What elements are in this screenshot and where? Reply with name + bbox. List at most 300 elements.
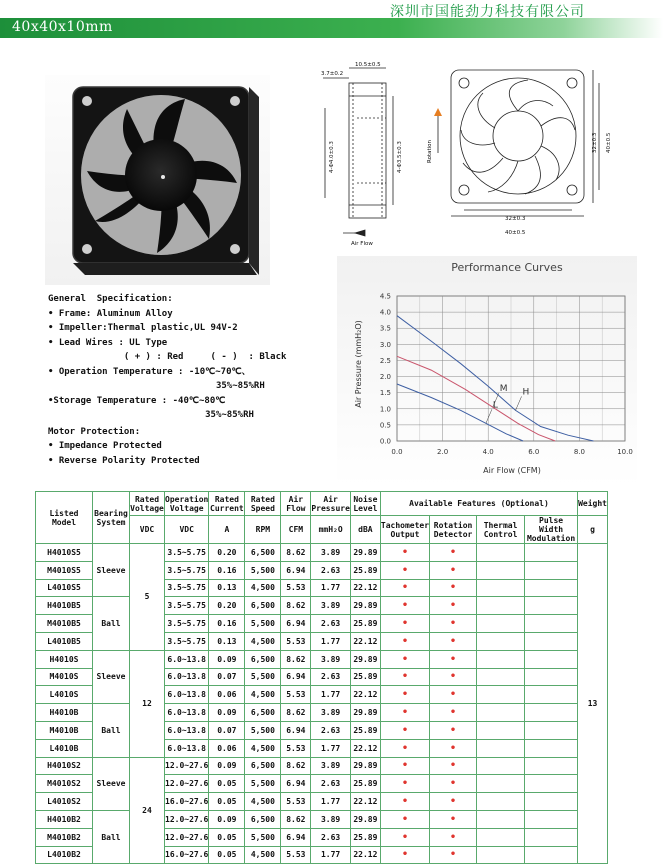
front-inner-h: 32±0.3 <box>592 132 598 153</box>
table-body <box>36 544 608 864</box>
cell-pwm <box>525 579 578 597</box>
cell-air-flow: 6.94 <box>281 828 311 846</box>
y-tick-label: 4.5 <box>379 292 391 301</box>
cell-air-flow: 8.62 <box>281 650 311 668</box>
header-model: Listed Model <box>36 492 93 544</box>
cell-rotation-dot: • <box>430 561 477 579</box>
cell-tach-dot: • <box>380 632 429 650</box>
cell-speed: 6,500 <box>245 810 281 828</box>
cell-air-flow: 8.62 <box>281 704 311 722</box>
header-speed: Rated Speed <box>245 492 281 516</box>
cell-air-pressure: 3.89 <box>311 544 351 562</box>
cell-speed: 6,500 <box>245 757 281 775</box>
x-tick-label: 4.0 <box>482 448 494 456</box>
cell-rotation-dot: • <box>430 793 477 811</box>
cell-pwm <box>525 846 578 864</box>
cell-noise: 29.89 <box>350 704 380 722</box>
cell-op-voltage: 3.5~5.75 <box>165 579 209 597</box>
fan-hub <box>125 139 197 211</box>
cell-model: H4010B5 <box>36 597 93 615</box>
cell-tach-dot: • <box>380 561 429 579</box>
air-flow-label: Air Flow <box>351 241 373 247</box>
table-row <box>36 757 608 775</box>
series-line-m <box>397 356 555 441</box>
header-bearing: Bearing System <box>93 492 130 544</box>
cell-rated-voltage: 24 <box>130 757 165 864</box>
cell-thermal <box>477 561 525 579</box>
cell-speed: 4,500 <box>245 793 281 811</box>
cell-op-voltage: 3.5~5.75 <box>165 597 209 615</box>
cell-tach-dot: • <box>380 810 429 828</box>
cell-op-voltage: 6.0~13.8 <box>165 686 209 704</box>
cell-op-voltage: 6.0~13.8 <box>165 704 209 722</box>
cell-air-pressure: 1.77 <box>311 739 351 757</box>
cell-tach-dot: • <box>380 775 429 793</box>
unit-rated-voltage: VDC <box>130 516 165 544</box>
cell-speed: 5,500 <box>245 828 281 846</box>
cell-noise: 22.12 <box>350 632 380 650</box>
cell-current: 0.09 <box>209 650 245 668</box>
cell-rotation-dot: • <box>430 597 477 615</box>
company-name: 深圳市国能劲力科技有限公司 <box>390 4 585 20</box>
cell-current: 0.16 <box>209 561 245 579</box>
cell-thermal <box>477 721 525 739</box>
table-row <box>36 704 608 722</box>
spec-op-hum: 35%~85%RH <box>48 381 265 391</box>
cell-speed: 5,500 <box>245 668 281 686</box>
unit-rotation: Rotation Detector <box>430 516 477 544</box>
unit-speed: RPM <box>245 516 281 544</box>
header-rated-voltage: Rated Voltage <box>130 492 165 516</box>
cell-noise: 22.12 <box>350 579 380 597</box>
chart-ticks <box>380 293 633 457</box>
x-tick-label: 0.0 <box>391 448 403 456</box>
y-tick-label: 3.5 <box>379 324 391 333</box>
cell-pwm <box>525 650 578 668</box>
cell-speed: 4,500 <box>245 632 281 650</box>
cell-op-voltage: 6.0~13.8 <box>165 650 209 668</box>
cell-rotation-dot: • <box>430 650 477 668</box>
cell-air-pressure: 2.63 <box>311 615 351 633</box>
front-inner-w: 32±0.3 <box>505 216 526 222</box>
cell-tach-dot: • <box>380 793 429 811</box>
y-tick-label: 3.0 <box>379 340 391 349</box>
series-line-h <box>397 316 594 441</box>
spec-impeller: • Impeller:Thermal plastic,UL 94V-2 <box>48 323 238 333</box>
cell-model: H4010B <box>36 704 93 722</box>
unit-air-pressure: mmH₂O <box>311 516 351 544</box>
cell-tach-dot: • <box>380 757 429 775</box>
cell-air-flow: 5.53 <box>281 793 311 811</box>
table-row <box>36 810 608 828</box>
spec-storage-temp: •Storage Temperature : -40℃~80℃ <box>48 395 226 406</box>
cell-air-pressure: 2.63 <box>311 561 351 579</box>
unit-noise: dBA <box>350 516 380 544</box>
cell-model: M4010S5 <box>36 561 93 579</box>
header-current: Rated Current <box>209 492 245 516</box>
cell-rotation-dot: • <box>430 810 477 828</box>
spec-storage-hum: 35%~85%RH <box>48 410 254 420</box>
cell-noise: 25.89 <box>350 615 380 633</box>
unit-current: A <box>209 516 245 544</box>
cell-pwm <box>525 721 578 739</box>
cell-tach-dot: • <box>380 739 429 757</box>
cell-rotation-dot: • <box>430 704 477 722</box>
cell-tach-dot: • <box>380 721 429 739</box>
cell-noise: 22.12 <box>350 846 380 864</box>
header-features: Available Features (Optional) <box>380 492 577 516</box>
fan-photo <box>45 75 270 285</box>
cell-thermal <box>477 597 525 615</box>
cell-air-flow: 8.62 <box>281 544 311 562</box>
cell-model: M4010B2 <box>36 828 93 846</box>
cell-noise: 29.89 <box>350 544 380 562</box>
cell-op-voltage: 3.5~5.75 <box>165 561 209 579</box>
general-specification <box>48 292 348 468</box>
header-weight: Weight <box>578 492 608 516</box>
cell-thermal <box>477 846 525 864</box>
cell-air-pressure: 3.89 <box>311 810 351 828</box>
cell-model: L4010B <box>36 739 93 757</box>
cell-model: M4010S <box>36 668 93 686</box>
cell-pwm <box>525 561 578 579</box>
cell-noise: 25.89 <box>350 561 380 579</box>
cell-rated-voltage: 12 <box>130 650 165 757</box>
cell-tach-dot: • <box>380 668 429 686</box>
cell-rotation-dot: • <box>430 579 477 597</box>
cell-current: 0.16 <box>209 615 245 633</box>
drawing-svg <box>313 58 623 253</box>
cell-noise: 29.89 <box>350 810 380 828</box>
spec-frame: • Frame: Aluminum Alloy <box>48 308 173 319</box>
series-leader-h <box>516 396 522 410</box>
chart-title: Performance Curves <box>451 261 563 274</box>
cell-pwm <box>525 775 578 793</box>
cell-op-voltage: 12.0~27.6 <box>165 775 209 793</box>
cell-op-voltage: 6.0~13.8 <box>165 721 209 739</box>
cell-speed: 5,500 <box>245 615 281 633</box>
unit-air-flow: CFM <box>281 516 311 544</box>
cell-thermal <box>477 650 525 668</box>
cell-rotation-dot: • <box>430 721 477 739</box>
cell-rotation-dot: • <box>430 828 477 846</box>
cell-model: L4010B2 <box>36 846 93 864</box>
side-dim: 3.7±0.2 <box>321 71 344 77</box>
cell-speed: 4,500 <box>245 579 281 597</box>
cell-rotation-dot: • <box>430 615 477 633</box>
cell-current: 0.13 <box>209 579 245 597</box>
cell-model: L4010S5 <box>36 579 93 597</box>
cell-model: H4010S5 <box>36 544 93 562</box>
header-noise: Noise Level <box>350 492 380 516</box>
fan-illustration <box>45 75 270 285</box>
unit-pwm: Pulse Width Modulation <box>525 516 578 544</box>
cell-pwm <box>525 739 578 757</box>
y-axis-label: Air Pressure (mmH₂O) <box>354 320 363 408</box>
cell-noise: 29.89 <box>350 597 380 615</box>
unit-thermal: Thermal Control <box>477 516 525 544</box>
cell-bearing: Sleeve <box>93 650 130 703</box>
fan-bottom-edge <box>73 263 257 275</box>
cell-model: L4010S2 <box>36 793 93 811</box>
cell-pwm <box>525 828 578 846</box>
cell-noise: 25.89 <box>350 668 380 686</box>
cell-model: M4010B5 <box>36 615 93 633</box>
header-air-pressure: Air Pressure <box>311 492 351 516</box>
cell-model: H4010S2 <box>36 757 93 775</box>
cell-tach-dot: • <box>380 579 429 597</box>
cell-rotation-dot: • <box>430 757 477 775</box>
cell-thermal <box>477 828 525 846</box>
cell-speed: 6,500 <box>245 544 281 562</box>
cell-noise: 22.12 <box>350 739 380 757</box>
y-tick-label: 2.0 <box>379 373 391 382</box>
cell-rotation-dot: • <box>430 775 477 793</box>
cell-current: 0.07 <box>209 721 245 739</box>
cell-noise: 25.89 <box>350 721 380 739</box>
cell-air-pressure: 3.89 <box>311 704 351 722</box>
cell-air-flow: 6.94 <box>281 561 311 579</box>
cell-air-flow: 8.62 <box>281 810 311 828</box>
cell-rotation-dot: • <box>430 686 477 704</box>
cell-thermal <box>477 757 525 775</box>
cell-air-pressure: 3.89 <box>311 650 351 668</box>
table-row <box>36 597 608 615</box>
cell-air-flow: 6.94 <box>281 775 311 793</box>
cell-air-pressure: 1.77 <box>311 846 351 864</box>
cell-thermal <box>477 810 525 828</box>
cell-bearing: Sleeve <box>93 544 130 597</box>
cell-speed: 4,500 <box>245 686 281 704</box>
cell-op-voltage: 12.0~27.6 <box>165 828 209 846</box>
cell-rotation-dot: • <box>430 739 477 757</box>
spec-polarity: • Reverse Polarity Protected <box>48 455 200 466</box>
front-view <box>451 70 599 216</box>
cell-tach-dot: • <box>380 686 429 704</box>
cell-bearing: Ball <box>93 597 130 650</box>
cell-current: 0.09 <box>209 704 245 722</box>
unit-tach: Tachometer Output <box>380 516 429 544</box>
unit-weight: g <box>578 516 608 544</box>
series-leader-l <box>486 409 492 423</box>
spec-table <box>35 491 608 864</box>
cell-current: 0.05 <box>209 793 245 811</box>
cell-rated-voltage: 5 <box>130 544 165 651</box>
cell-air-pressure: 2.63 <box>311 721 351 739</box>
performance-chart <box>337 256 637 486</box>
spec-op-temp: • Operation Temperature : -10℃~70℃、 <box>48 366 251 377</box>
y-tick-label: 0.5 <box>379 421 391 430</box>
cell-thermal <box>477 579 525 597</box>
cell-pwm <box>525 757 578 775</box>
y-tick-label: 4.0 <box>379 308 391 317</box>
cell-bearing: Ball <box>93 704 130 757</box>
series-label-h: H <box>522 387 530 398</box>
cell-tach-dot: • <box>380 846 429 864</box>
cell-thermal <box>477 775 525 793</box>
cell-rotation-dot: • <box>430 846 477 864</box>
cell-speed: 6,500 <box>245 704 281 722</box>
cell-air-pressure: 2.63 <box>311 828 351 846</box>
x-tick-label: 2.0 <box>437 448 449 456</box>
top-dim: 10.5±0.5 <box>355 62 381 68</box>
table-row <box>36 544 608 562</box>
cell-pwm <box>525 597 578 615</box>
cell-air-pressure: 2.63 <box>311 668 351 686</box>
cell-pwm <box>525 686 578 704</box>
cell-speed: 6,500 <box>245 597 281 615</box>
unit-op-voltage: VDC <box>165 516 209 544</box>
cell-tach-dot: • <box>380 704 429 722</box>
cell-air-flow: 6.94 <box>281 615 311 633</box>
cell-pwm <box>525 632 578 650</box>
rotation-label: Rotation <box>427 139 433 163</box>
cell-thermal <box>477 615 525 633</box>
y-tick-label: 2.5 <box>379 356 391 365</box>
cell-air-flow: 6.94 <box>281 668 311 686</box>
size-label: 40x40x10mm <box>12 19 113 35</box>
cell-current: 0.20 <box>209 597 245 615</box>
cell-speed: 4,500 <box>245 846 281 864</box>
cell-pwm <box>525 793 578 811</box>
cell-air-pressure: 2.63 <box>311 775 351 793</box>
cell-air-pressure: 1.77 <box>311 793 351 811</box>
cell-op-voltage: 3.5~5.75 <box>165 544 209 562</box>
cell-current: 0.05 <box>209 828 245 846</box>
cell-op-voltage: 6.0~13.8 <box>165 668 209 686</box>
cell-op-voltage: 3.5~5.75 <box>165 632 209 650</box>
cell-bearing: Ball <box>93 810 130 863</box>
cell-op-voltage: 3.5~5.75 <box>165 615 209 633</box>
cell-tach-dot: • <box>380 597 429 615</box>
hole-dim-left: 4-Φ4.0±0.3 <box>329 141 335 173</box>
cell-air-flow: 8.62 <box>281 597 311 615</box>
cell-speed: 5,500 <box>245 721 281 739</box>
cell-thermal <box>477 668 525 686</box>
cell-thermal <box>477 704 525 722</box>
front-outer-w: 40±0.5 <box>505 230 526 236</box>
cell-op-voltage: 16.0~27.6 <box>165 846 209 864</box>
cell-current: 0.06 <box>209 739 245 757</box>
cell-noise: 29.89 <box>350 757 380 775</box>
x-tick-label: 10.0 <box>617 448 633 456</box>
cell-op-voltage: 16.0~27.6 <box>165 793 209 811</box>
cell-current: 0.09 <box>209 810 245 828</box>
cell-tach-dot: • <box>380 615 429 633</box>
y-tick-label: 1.0 <box>379 405 391 414</box>
cell-model: M4010S2 <box>36 775 93 793</box>
header-bar <box>0 0 663 38</box>
cell-noise: 22.12 <box>350 793 380 811</box>
cell-model: L4010S <box>36 686 93 704</box>
cell-current: 0.07 <box>209 668 245 686</box>
cell-current: 0.05 <box>209 846 245 864</box>
cell-thermal <box>477 793 525 811</box>
cell-current: 0.06 <box>209 686 245 704</box>
cell-current: 0.05 <box>209 775 245 793</box>
cell-bearing: Sleeve <box>93 757 130 810</box>
cell-air-pressure: 3.89 <box>311 757 351 775</box>
cell-tach-dot: • <box>380 828 429 846</box>
cell-pwm <box>525 615 578 633</box>
cell-current: 0.20 <box>209 544 245 562</box>
cell-rotation-dot: • <box>430 544 477 562</box>
x-tick-label: 6.0 <box>528 448 540 456</box>
cell-speed: 4,500 <box>245 739 281 757</box>
cell-speed: 5,500 <box>245 561 281 579</box>
y-tick-label: 0.0 <box>379 437 391 446</box>
motor-title: Motor Protection: <box>48 426 141 437</box>
cell-air-flow: 8.62 <box>281 757 311 775</box>
cell-current: 0.09 <box>209 757 245 775</box>
spec-lead: • Lead Wires : UL Type <box>48 337 168 348</box>
front-outer-h: 40±0.5 <box>606 132 612 153</box>
cell-pwm <box>525 668 578 686</box>
cell-noise: 29.89 <box>350 650 380 668</box>
cell-current: 0.13 <box>209 632 245 650</box>
spec-lead-colors: ( + ) : Red ( - ) : Black <box>48 352 287 362</box>
cell-speed: 5,500 <box>245 775 281 793</box>
technical-drawings <box>313 58 623 253</box>
rotation-arrow <box>434 108 442 153</box>
cell-air-flow: 5.53 <box>281 579 311 597</box>
chart-series <box>397 316 594 441</box>
spec-title: General Specification: <box>48 294 173 304</box>
series-label-l: L <box>492 400 498 411</box>
header-op-voltage: Operation Voltage <box>165 492 209 516</box>
cell-air-flow: 5.53 <box>281 739 311 757</box>
cell-noise: 22.12 <box>350 686 380 704</box>
x-axis-label: Air Flow (CFM) <box>483 466 541 475</box>
cell-rotation-dot: • <box>430 632 477 650</box>
cell-thermal <box>477 739 525 757</box>
cell-thermal <box>477 544 525 562</box>
fan-side-edge <box>249 87 259 275</box>
cell-weight: 13 <box>578 544 608 864</box>
cell-noise: 25.89 <box>350 775 380 793</box>
cell-tach-dot: • <box>380 544 429 562</box>
cell-op-voltage: 6.0~13.8 <box>165 739 209 757</box>
x-tick-label: 8.0 <box>573 448 585 456</box>
y-tick-label: 1.5 <box>379 389 391 398</box>
cell-air-pressure: 1.77 <box>311 632 351 650</box>
cell-model: L4010B5 <box>36 632 93 650</box>
cell-air-pressure: 3.89 <box>311 597 351 615</box>
cell-pwm <box>525 704 578 722</box>
cell-model: M4010B <box>36 721 93 739</box>
cell-pwm <box>525 810 578 828</box>
cell-rotation-dot: • <box>430 668 477 686</box>
cell-air-pressure: 1.77 <box>311 579 351 597</box>
cell-thermal <box>477 632 525 650</box>
cell-thermal <box>477 686 525 704</box>
spec-impedance: • Impedance Protected <box>48 441 162 451</box>
cell-tach-dot: • <box>380 650 429 668</box>
cell-air-flow: 5.53 <box>281 632 311 650</box>
cell-model: H4010S <box>36 650 93 668</box>
cell-op-voltage: 12.0~27.6 <box>165 810 209 828</box>
cell-air-flow: 5.53 <box>281 846 311 864</box>
cell-pwm <box>525 544 578 562</box>
cell-air-pressure: 1.77 <box>311 686 351 704</box>
cell-air-flow: 5.53 <box>281 686 311 704</box>
cell-op-voltage: 12.0~27.6 <box>165 757 209 775</box>
header-air-flow: Air Flow <box>281 492 311 516</box>
cell-speed: 6,500 <box>245 650 281 668</box>
table-row <box>36 650 608 668</box>
series-label-m: M <box>499 384 508 395</box>
hole-dim-right: 4-Φ3.5±0.3 <box>397 141 403 173</box>
